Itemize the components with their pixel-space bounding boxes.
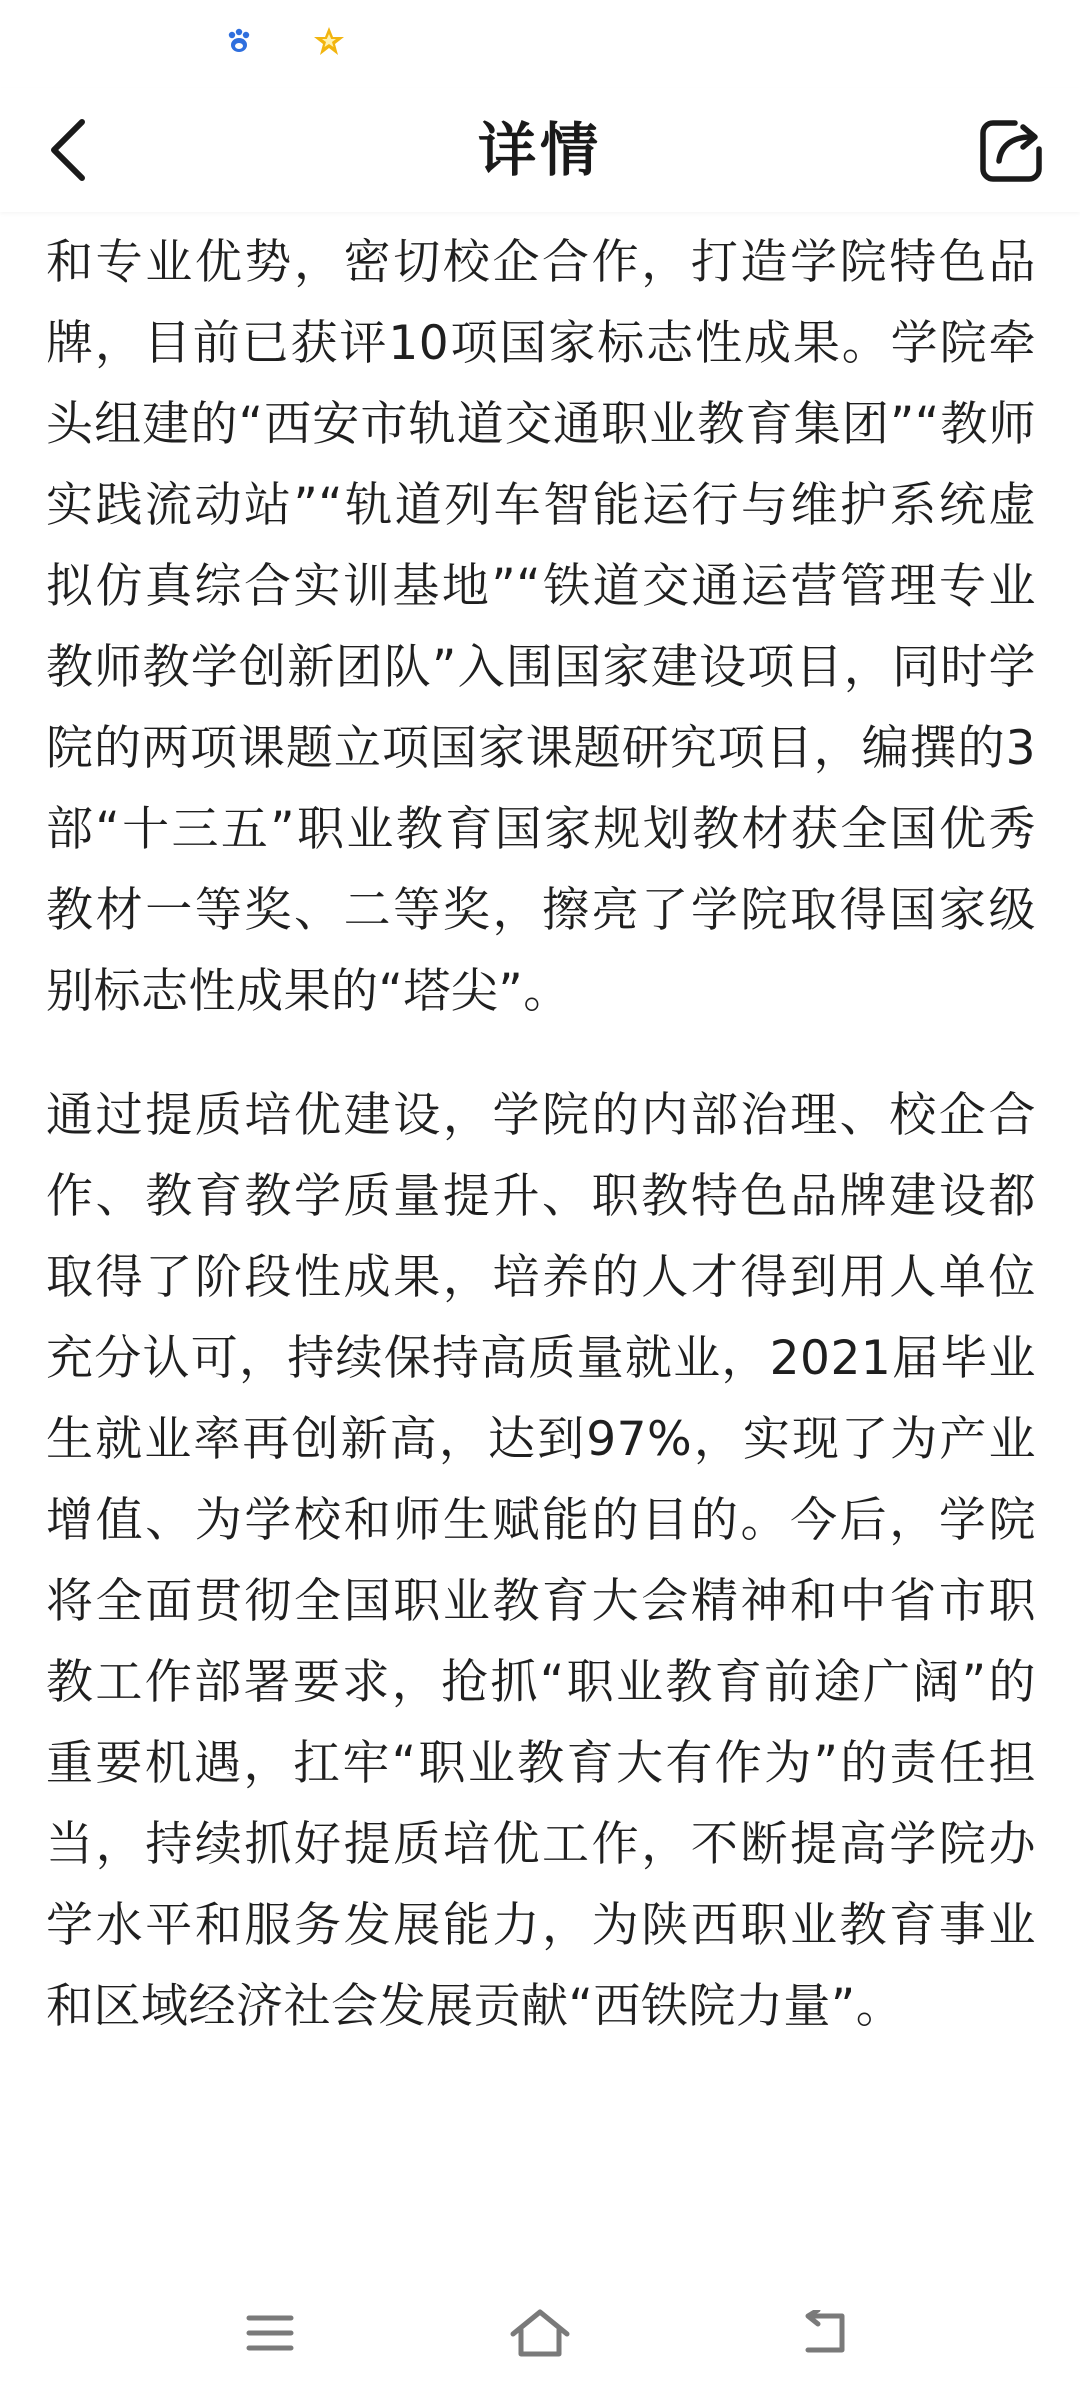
back-button[interactable]	[30, 112, 106, 188]
menu-button[interactable]	[230, 2298, 310, 2368]
article-content	[46, 222, 1036, 2222]
system-navigation-bar	[0, 2270, 1080, 2400]
home-button[interactable]	[500, 2298, 580, 2368]
paw-icon	[222, 24, 256, 58]
home-icon	[509, 2308, 571, 2358]
star-icon	[312, 24, 346, 58]
page-title: 详情	[477, 116, 602, 184]
back-nav-button[interactable]	[784, 2298, 864, 2368]
article-paragraph: 和专业优势，密切校企合作，打造学院特色品牌，目前已获评10项国家标志性成果。学院牵头组建的“西安市轨道交通职业教育集团”“教师实践流动站”“轨道列车智能运行与维护系统虚拟仿真综合实训基地”“铁道交通运营管理专业教师教学创新团队”入围国家建设项目，同时学院的两项课题立项国家课题研究项目，编撰的3部“十三五”职业教育国家规划教材获全国优秀教材一等奖、二等奖，擦亮了学院取得国家级别标志性成果的“塔尖”。	[46, 235, 1036, 1019]
back-icon	[798, 2310, 850, 2356]
top-app-bar	[0, 88, 1080, 212]
share-button[interactable]	[972, 110, 1052, 190]
article-paragraph: 通过提质培优建设，学院的内部治理、校企合作、教育教学质量提升、职教特色品牌建设都取得了阶段性成果，培养的人才得到用人单位充分认可，持续保持高质量就业，2021届毕业生就业率再创新高，达到97%，实现了为产业增值、为学校和师生赋能的目的。今后，学院将全面贯彻全国职业教育大会精神和中省市职教工作部署要求，抢抓“职业教育前途广阔”的重要机遇，扛牢“职业教育大有作为”的责任担当，持续抓好提质培优工作，不断提高学院办学水平和服务发展能力，为陕西职业教育事业和区域经济社会发展贡献“西铁院力量”。	[46, 1088, 1036, 2034]
menu-icon	[245, 2312, 295, 2354]
share-icon	[979, 117, 1045, 183]
status-bar	[0, 0, 1080, 88]
chevron-left-icon	[46, 118, 90, 182]
